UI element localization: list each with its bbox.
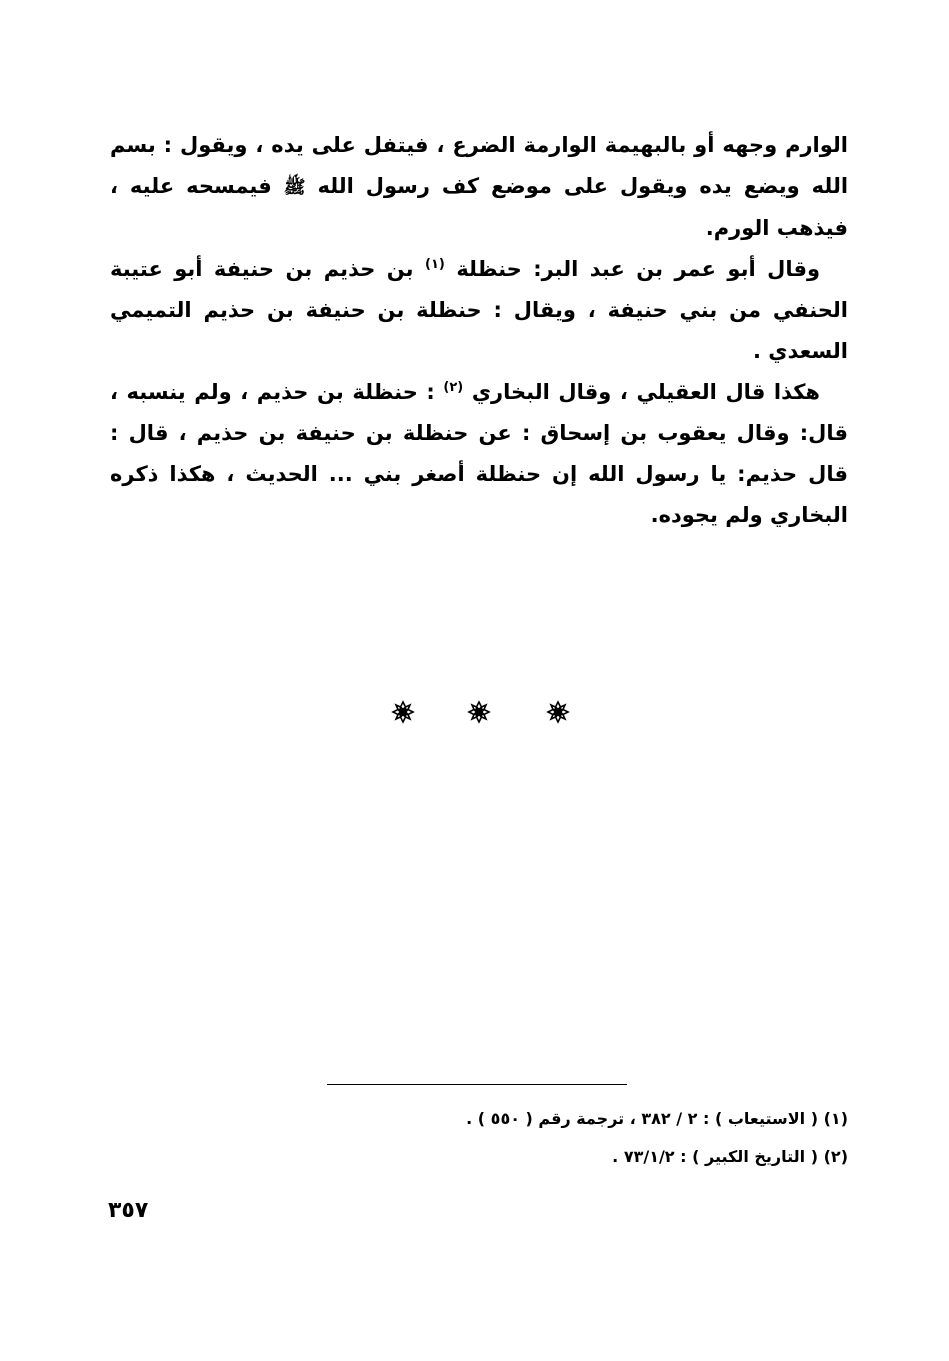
main-text [110,125,848,536]
page-number: ٣٥٧ [108,1198,149,1223]
footnote-separator [327,1084,627,1085]
flower-ornament-icon [467,700,491,724]
paragraph-1 [110,125,848,249]
paragraph-1-text: الوارم وجهه أو بالبهيمة الوارمة الضرع ، فيتفل على يده ، ويقول : بسم الله ويضع يده ويقول على موضع كف رسول الله [110,133,849,198]
paragraph-2-text-b: بن حذيم بن حنيفة أبو عتيبة الحنفي من بني حنيفة ، ويقال : حنظلة بن حنيفة بن حذيم التميمي السعدي . [110,257,848,363]
paragraph-3 [110,372,848,536]
paragraph-2 [110,249,848,372]
footnote-1: (١) ( الاستيعاب ) : ٢ / ٣٨٢ ، ترجمة رقم ( ٥٥٠ ) . [466,1109,848,1128]
section-divider [0,700,949,730]
paragraph-3-text-b: : حنظلة بن حذيم ، ولم ينسبه ، قال: وقال يعقوب بن إسحاق : عن حنظلة بن حنيفة بن حذيم ، قال : قال حذيم: يا رسول الله إن حنظلة أصغر بني ... الحديث ، هكذا ذكره البخاري ولم يجوده. [110,380,848,527]
footnote-ref-1[interactable]: (١) [425,257,445,272]
footnote-ref-2[interactable]: (٢) [443,380,464,395]
footnote-2: (٢) ( التاريخ الكبير ) : ٧٣/١/٢ . [612,1147,848,1166]
paragraph-2-text-a: وقال أبو عمر بن عبد البر: حنظلة [456,257,821,281]
flower-ornament-icon [391,700,415,724]
paragraph-1-end: فيمسحه عليه ، فيذهب الورم. [110,174,848,240]
honorific-glyph: ﷺ [283,177,306,198]
footnotes [380,1100,848,1176]
flower-ornament-icon [546,700,570,724]
paragraph-3-text-a: هكذا قال العقيلي ، وقال البخاري [471,380,820,404]
